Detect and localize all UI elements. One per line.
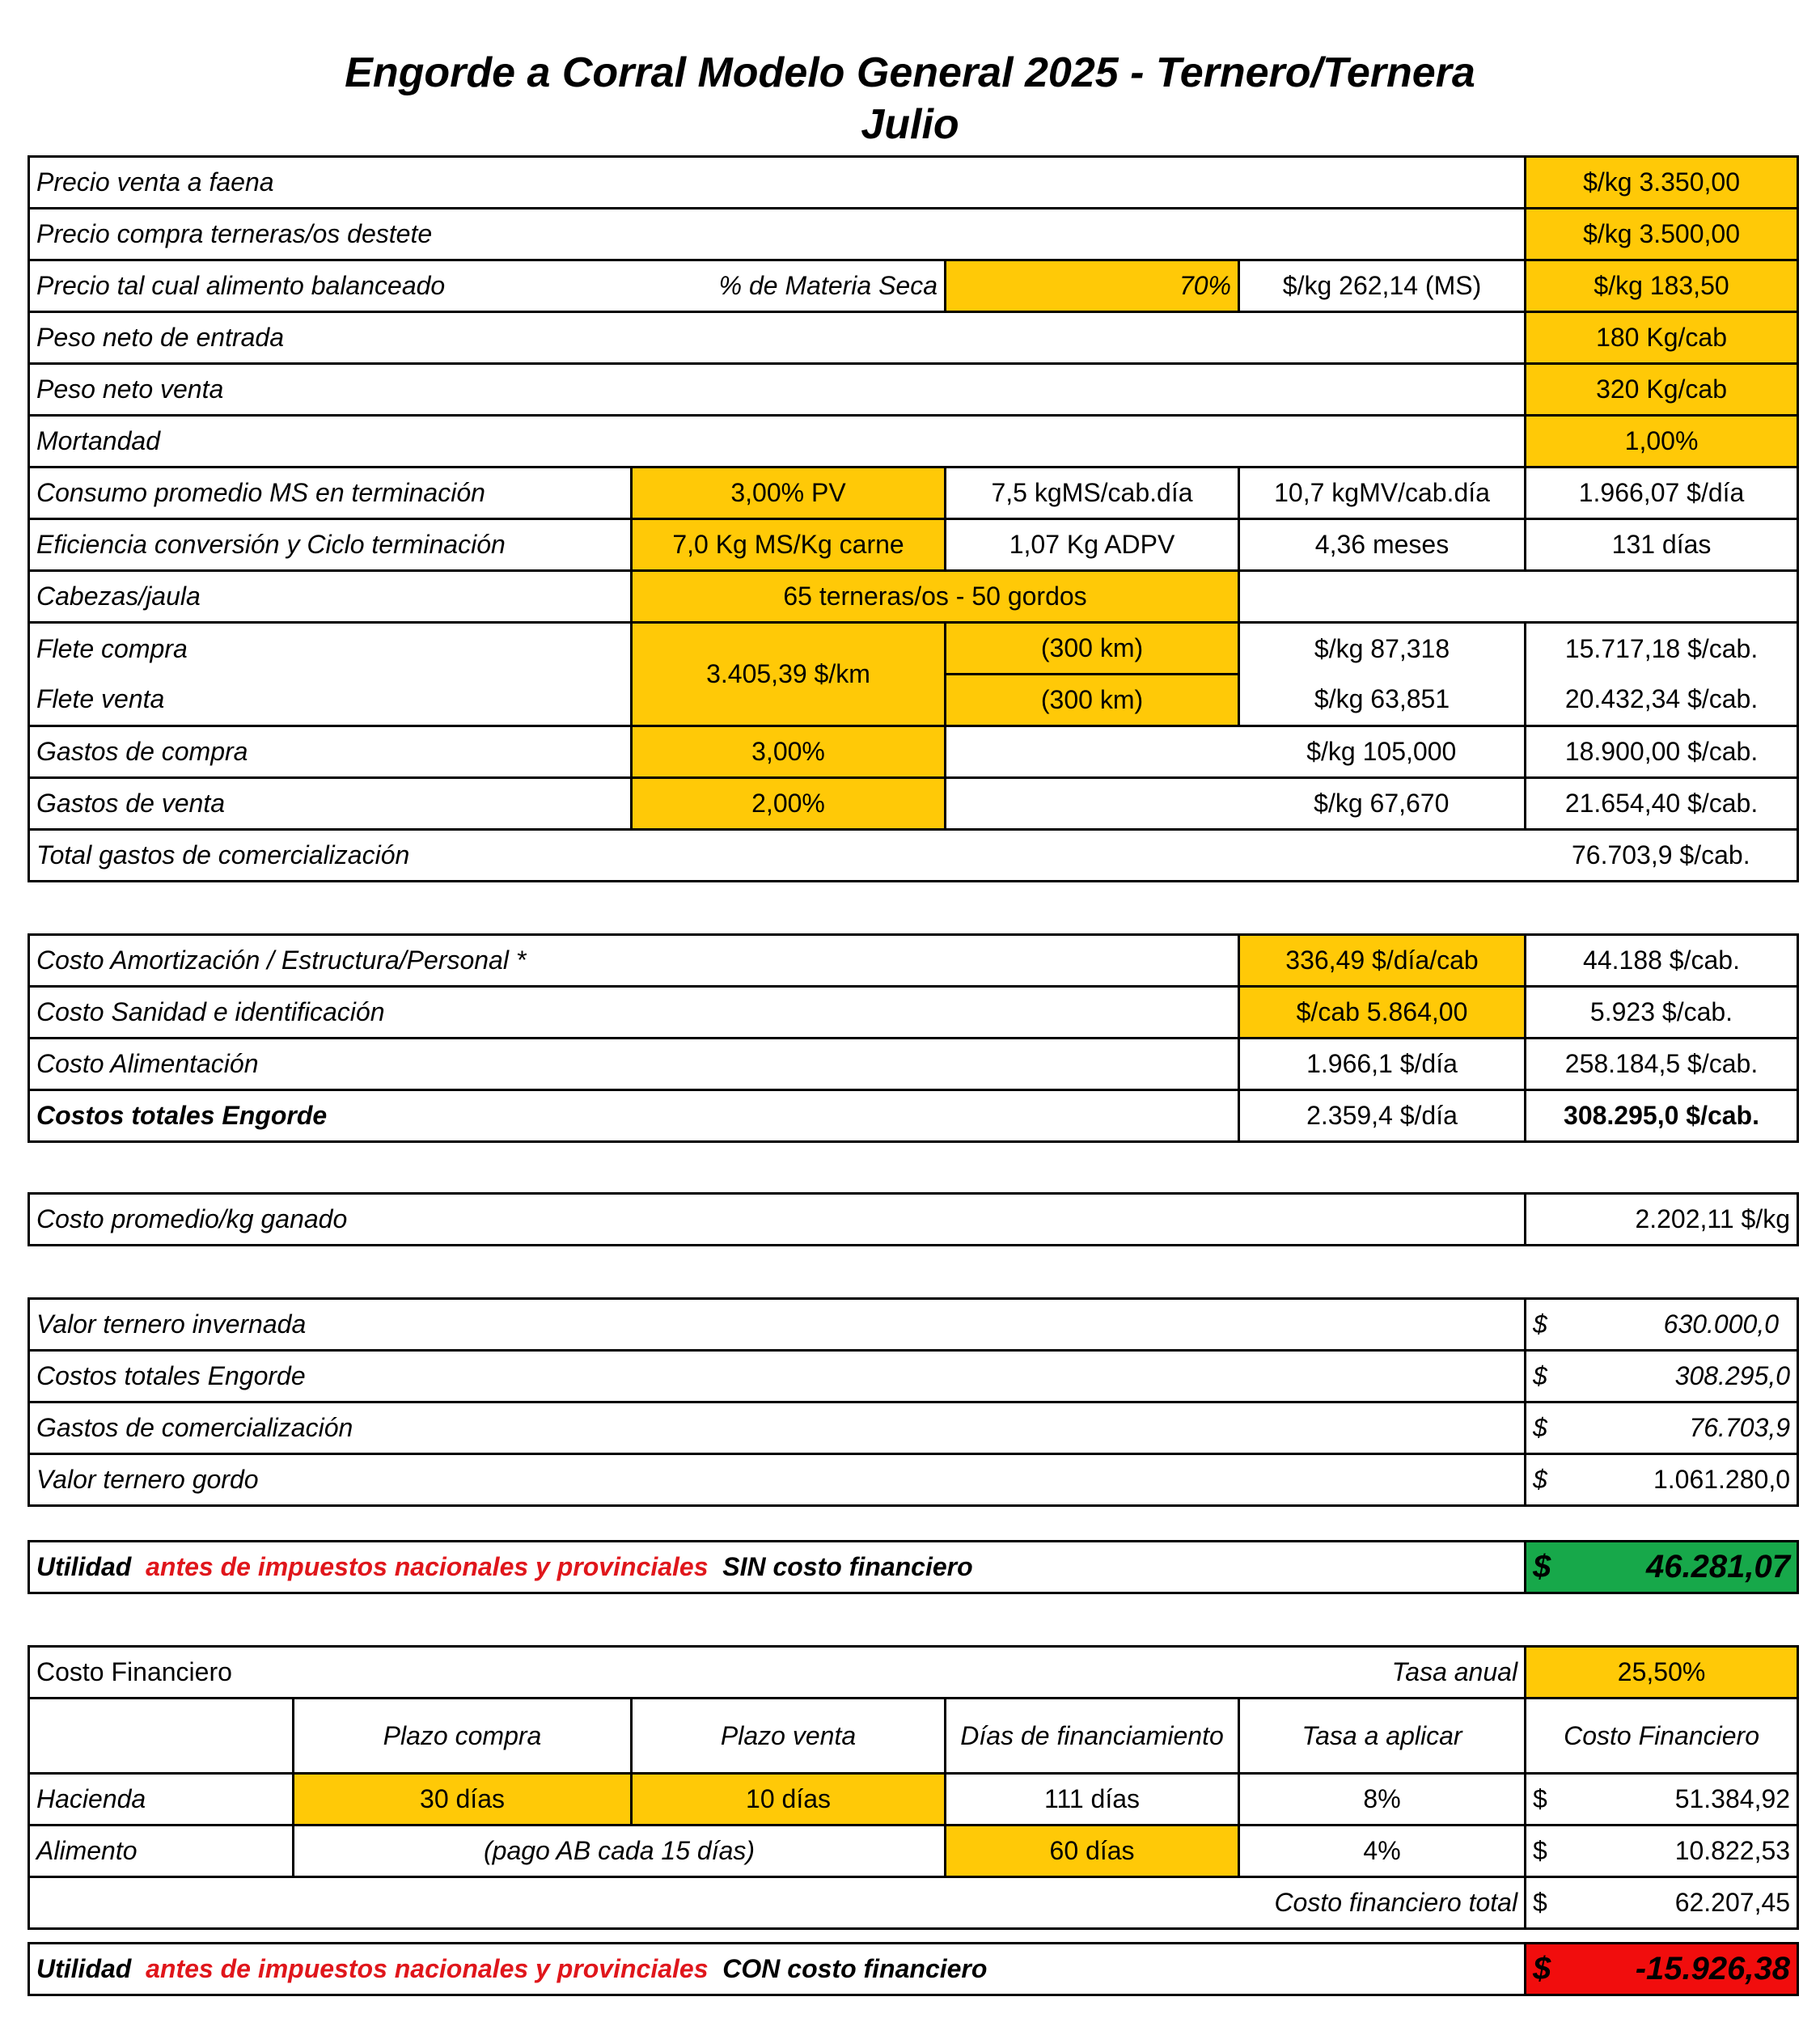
flete-km-input[interactable]: 3.405,39 $/km: [632, 623, 946, 726]
header-dias-financiamiento: Días de financiamiento: [946, 1699, 1239, 1774]
row-tasa-anual: [29, 1647, 1798, 1699]
costos-totales-label: Costos totales Engorde: [29, 1090, 1239, 1142]
header-costo-financiero: Costo Financiero: [1526, 1699, 1798, 1774]
row-precio-venta: [29, 157, 1798, 209]
materia-seca-price: $/kg 262,14 (MS): [1239, 260, 1526, 312]
utilidad-sin-table: [28, 1540, 1799, 1594]
gastos-venta-empty: [946, 778, 1239, 830]
flete-venta-label: Flete venta: [29, 675, 632, 726]
peso-venta-input[interactable]: 320 Kg/cab: [1526, 364, 1798, 416]
alimento-dias-input[interactable]: 60 días: [946, 1826, 1239, 1877]
hacienda-label: Hacienda: [29, 1774, 294, 1826]
gastos-compra-input[interactable]: 3,00%: [632, 726, 946, 778]
peso-entrada-input[interactable]: 180 Kg/cab: [1526, 312, 1798, 364]
costo-financiero-table: [28, 1645, 1799, 1930]
header-plazo-compra: Plazo compra: [294, 1699, 632, 1774]
precio-venta-input[interactable]: $/kg 3.350,00: [1526, 157, 1798, 209]
costos-totales-cab: 308.295,0 $/cab.: [1526, 1090, 1798, 1142]
row-sanidad: [29, 987, 1798, 1039]
row-alimento: [29, 260, 1798, 312]
valor-invernada-label: Valor ternero invernada: [29, 1299, 1526, 1351]
hacienda-plazo-compra-input[interactable]: 30 días: [294, 1774, 632, 1826]
costo-financiero-label: Costo Financiero: [29, 1647, 946, 1699]
precio-compra-label: Precio compra terneras/os destete: [29, 209, 1526, 260]
hacienda-plazo-venta-input[interactable]: 10 días: [632, 1774, 946, 1826]
utilidad-sin-value: 46.281,07: [1646, 1549, 1790, 1584]
hacienda-costo: 51.384,92: [1674, 1784, 1791, 1813]
gastos-compra-kg: $/kg 105,000: [1239, 726, 1526, 778]
header-plazo-venta: Plazo venta: [632, 1699, 946, 1774]
row-alimentacion: [29, 1039, 1798, 1090]
consumo-mv: 10,7 kgMV/cab.día: [1239, 467, 1526, 519]
utilidad-sin-prefix: Utilidad: [36, 1552, 132, 1581]
precio-compra-input[interactable]: $/kg 3.500,00: [1526, 209, 1798, 260]
consumo-label: Consumo promedio MS en terminación: [29, 467, 632, 519]
gastos-compra-cab: 18.900,00 $/cab.: [1526, 726, 1798, 778]
row-alimento-financiero: [29, 1826, 1798, 1877]
utilidad-con-value: -15.926,38: [1635, 1951, 1790, 1986]
hacienda-dias: 111 días: [946, 1774, 1239, 1826]
tasa-anual-label: Tasa anual: [946, 1647, 1526, 1699]
costo-kg-table: [28, 1192, 1799, 1246]
costos-table: [28, 933, 1799, 1143]
alimentacion-dia: 1.966,1 $/día: [1239, 1039, 1526, 1090]
total-gastos-label: Total gastos de comercialización: [29, 830, 1526, 882]
hacienda-tasa: 8%: [1239, 1774, 1526, 1826]
row-hacienda: [29, 1774, 1798, 1826]
row-peso-entrada: [29, 312, 1798, 364]
alimento-tasa: 4%: [1239, 1826, 1526, 1877]
valor-gordo-value: 1.061.280,0: [1653, 1465, 1790, 1494]
alimento-financiero-label: Alimento: [29, 1826, 294, 1877]
currency-symbol: $: [1533, 1361, 1547, 1390]
row-headers: [29, 1699, 1798, 1774]
amortizacion-cab: 44.188 $/cab.: [1526, 935, 1798, 987]
gastos-venta-kg: $/kg 67,670: [1239, 778, 1526, 830]
page-title: Engorde a Corral Modelo General 2025 - Ternero/Ternera: [345, 49, 1475, 96]
materia-seca-input[interactable]: 70%: [946, 260, 1239, 312]
consumo-pv-input[interactable]: 3,00% PV: [632, 467, 946, 519]
mortandad-input[interactable]: 1,00%: [1526, 416, 1798, 467]
parameters-table: [28, 155, 1799, 882]
peso-entrada-label: Peso neto de entrada: [29, 312, 1526, 364]
row-cabezas: [29, 571, 1798, 623]
row-precio-compra: [29, 209, 1798, 260]
amortizacion-input[interactable]: 336,49 $/día/cab: [1239, 935, 1526, 987]
costo-financiero-total-value: 62.207,45: [1674, 1888, 1791, 1917]
ciclo-dias: 131 días: [1526, 519, 1798, 571]
sanidad-input[interactable]: $/cab 5.864,00: [1239, 987, 1526, 1039]
flete-venta-kg: $/kg 63,851: [1239, 675, 1526, 726]
flete-venta-dist-input[interactable]: (300 km): [946, 675, 1239, 726]
row-utilidad-con: [29, 1944, 1798, 1995]
utilidad-sin-suffix: SIN costo financiero: [722, 1552, 973, 1581]
gastos-compra-empty: [946, 726, 1239, 778]
mortandad-label: Mortandad: [29, 416, 1526, 467]
alimentacion-cab: 258.184,5 $/cab.: [1526, 1039, 1798, 1090]
utilidad-con-table: [28, 1942, 1799, 1996]
flete-compra-dist-input[interactable]: (300 km): [946, 623, 1239, 675]
alimento-label: Precio tal cual alimento balanceado: [29, 260, 632, 312]
currency-symbol: $: [1533, 1309, 1547, 1339]
gastos-venta-label: Gastos de venta: [29, 778, 632, 830]
materia-seca-label: % de Materia Seca: [632, 260, 946, 312]
peso-venta-label: Peso neto venta: [29, 364, 1526, 416]
gastos-comercializacion-label: Gastos de comercialización: [29, 1402, 1526, 1454]
total-gastos-value: 76.703,9 $/cab.: [1526, 830, 1798, 882]
currency-symbol: $: [1533, 1784, 1547, 1813]
flete-compra-kg: $/kg 87,318: [1239, 623, 1526, 675]
eficiencia-label: Eficiencia conversión y Ciclo terminación: [29, 519, 632, 571]
costos-engorde-value: 308.295,0: [1674, 1361, 1790, 1390]
row-valor-invernada: [29, 1299, 1798, 1351]
consumo-dia: 1.966,07 $/día: [1526, 467, 1798, 519]
row-utilidad-sin: [29, 1542, 1798, 1593]
flete-compra-cab: 15.717,18 $/cab.: [1526, 623, 1798, 675]
flete-compra-label: Flete compra: [29, 623, 632, 675]
costo-financiero-total-label: Costo financiero total: [29, 1877, 1526, 1929]
sanidad-label: Costo Sanidad e identificación: [29, 987, 1239, 1039]
amortizacion-label: Costo Amortización / Estructura/Personal *: [29, 935, 1239, 987]
costo-kg-label: Costo promedio/kg ganado: [29, 1194, 1526, 1246]
alimentacion-label: Costo Alimentación: [29, 1039, 1239, 1090]
alimento-pago-note: (pago AB cada 15 días): [294, 1826, 946, 1877]
utilidad-con-prefix: Utilidad: [36, 1954, 132, 1983]
utilidad-con-suffix: CON costo financiero: [722, 1954, 988, 1983]
valor-gordo-label: Valor ternero gordo: [29, 1454, 1526, 1506]
row-gastos-compra: [29, 726, 1798, 778]
cabezas-empty: [1239, 571, 1798, 623]
row-peso-venta: [29, 364, 1798, 416]
precio-venta-label: Precio venta a faena: [29, 157, 1526, 209]
row-eficiencia: [29, 519, 1798, 571]
row-costo-kg: [29, 1194, 1798, 1246]
row-mortandad: [29, 416, 1798, 467]
sanidad-cab: 5.923 $/cab.: [1526, 987, 1798, 1039]
currency-symbol: $: [1533, 1413, 1547, 1442]
row-costo-financiero-total: [29, 1877, 1798, 1929]
row-consumo: [29, 467, 1798, 519]
row-total-gastos: [29, 830, 1798, 882]
currency-symbol: $: [1533, 1836, 1547, 1865]
row-valor-gordo: [29, 1454, 1798, 1506]
utilidad-sin-middle: antes de impuestos nacionales y provinciales: [146, 1552, 709, 1581]
row-costos-totales: [29, 1090, 1798, 1142]
eficiencia-input[interactable]: 7,0 Kg MS/Kg carne: [632, 519, 946, 571]
currency-symbol: $: [1533, 1951, 1551, 1986]
row-amortizacion: [29, 935, 1798, 987]
cabezas-label: Cabezas/jaula: [29, 571, 632, 623]
costo-kg-value: 2.202,11 $/kg: [1526, 1194, 1798, 1246]
costos-engorde-label: Costos totales Engorde: [29, 1351, 1526, 1402]
ciclo-meses: 4,36 meses: [1239, 519, 1526, 571]
row-costos-engorde: [29, 1351, 1798, 1402]
page-subtitle-month: Julio: [861, 101, 959, 148]
alimento-price-input[interactable]: $/kg 183,50: [1526, 260, 1798, 312]
row-gastos-venta: [29, 778, 1798, 830]
cabezas-input[interactable]: 65 terneras/os - 50 gordos: [632, 571, 1239, 623]
header-empty: [29, 1699, 294, 1774]
consumo-ms: 7,5 kgMS/cab.día: [946, 467, 1239, 519]
flete-venta-cab: 20.432,34 $/cab.: [1526, 675, 1798, 726]
gastos-venta-input[interactable]: 2,00%: [632, 778, 946, 830]
resumen-table: [28, 1297, 1799, 1507]
costos-totales-dia: 2.359,4 $/día: [1239, 1090, 1526, 1142]
header-tasa-aplicar: Tasa a aplicar: [1239, 1699, 1526, 1774]
valor-invernada-value: 630.000,0: [1663, 1309, 1779, 1339]
row-gastos-comercializacion: [29, 1402, 1798, 1454]
currency-symbol: $: [1533, 1549, 1551, 1584]
currency-symbol: $: [1533, 1465, 1547, 1494]
row-flete-compra: [29, 623, 1798, 675]
tasa-anual-input[interactable]: 25,50%: [1526, 1647, 1798, 1699]
gastos-comercializacion-value: 76.703,9: [1689, 1413, 1790, 1442]
currency-symbol: $: [1533, 1888, 1547, 1917]
gastos-venta-cab: 21.654,40 $/cab.: [1526, 778, 1798, 830]
utilidad-con-middle: antes de impuestos nacionales y provinciales: [146, 1954, 709, 1983]
alimento-costo: 10.822,53: [1674, 1836, 1791, 1865]
adpv: 1,07 Kg ADPV: [946, 519, 1239, 571]
gastos-compra-label: Gastos de compra: [29, 726, 632, 778]
